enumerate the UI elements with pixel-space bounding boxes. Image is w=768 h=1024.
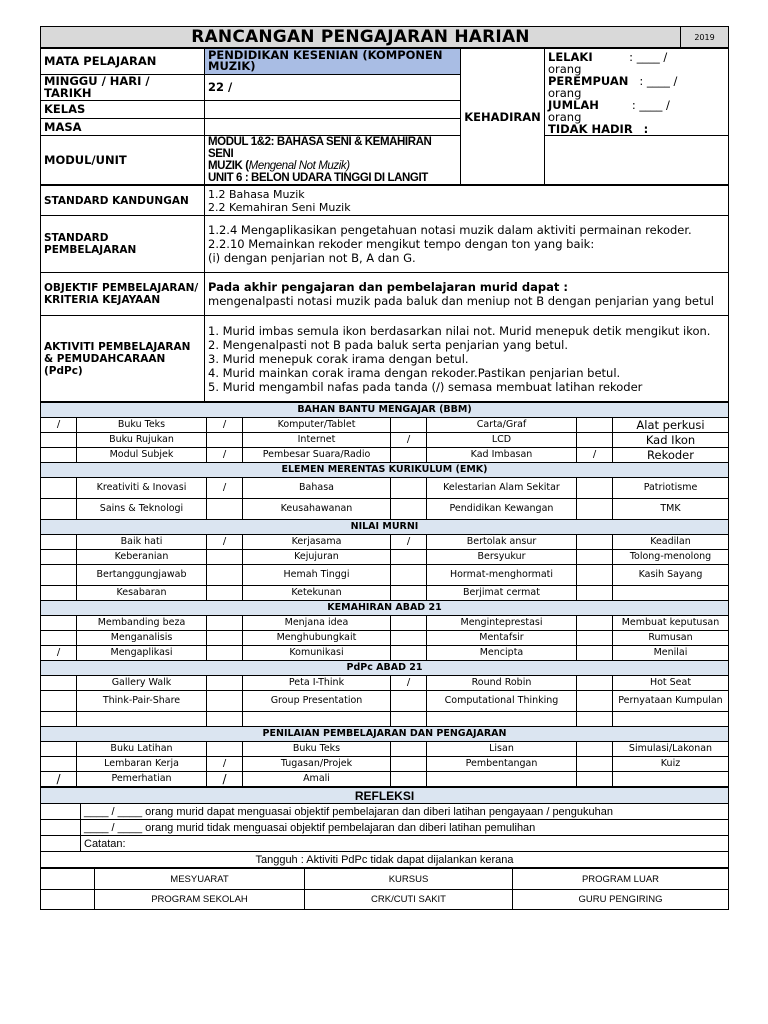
bbm-item: Alat perkusi [613,418,729,433]
bbm-item: Pembesar Suara/Radio [243,448,391,463]
bbm-item: Rekoder [613,448,729,463]
penilaian-checkbox[interactable] [391,757,427,772]
lelaki-label: LELAKI [548,50,593,64]
pdpc-abad-21-checkbox[interactable] [391,691,427,712]
pdpc-abad-21-checkbox[interactable] [207,691,243,712]
modul-line-1: MODUL 1&2: BAHASA SENI & KEMAHIRAN SENI [208,136,432,160]
perempuan-label: PEREMPUAN [548,74,629,88]
nilai-murni-checkbox[interactable] [577,535,613,550]
nilai-murni-item: Berjimat cermat [427,586,577,601]
kelas-value[interactable] [205,101,461,118]
year-label: 2019 [681,27,729,48]
kemahiran-abad-21-item: Menginteprestasi [427,616,577,631]
masa-label: MASA [41,118,205,135]
nilai-murni-item [613,586,729,601]
refleksi-table [40,787,729,868]
nilai-murni-item: Bersyukur [427,550,577,565]
bbm-item: LCD [427,433,577,448]
modul-value [205,136,461,185]
nilai-murni-item: Kesabaran [77,586,207,601]
emk-checkbox[interactable] [391,478,427,499]
pdpc-abad-21-checkbox[interactable] [577,676,613,691]
kemahiran-abad-21-row [41,646,729,661]
bbm-item: Internet [243,433,391,448]
kemahiran-abad-21-item: Mentafsir [427,631,577,646]
nilai-murni-title: NILAI MURNI [41,520,729,535]
emk-checkbox[interactable] [577,499,613,520]
penilaian-checkbox[interactable]: / [207,757,243,772]
bbm-checkbox[interactable] [41,448,77,463]
bbm-row [41,418,729,433]
modul-line-2a: MUZIK ( [208,160,249,172]
nilai-murni-checkbox[interactable] [391,586,427,601]
tangguh-check[interactable] [41,890,95,910]
lelaki-unit: orang [548,62,582,76]
nilai-murni-checkbox[interactable] [41,550,77,565]
pdpc-abad-21-item [613,712,729,727]
aktiviti-line: 1. Murid imbas semula ikon berdasarkan nilai not. Murid menepuk detik mengikut ikon. [208,323,711,338]
nilai-murni-item: Bertolak ansur [427,535,577,550]
rph-sheet [40,26,728,910]
tidak-hadir-colon: : [643,122,649,136]
perempuan-unit: orang [548,86,582,100]
mata-pelajaran-label: MATA PELAJARAN [41,49,205,75]
minggu-value[interactable]: 22 / [205,74,461,101]
jumlah-unit: orang [548,110,582,124]
aktiviti-line: 3. Murid menepuk corak irama dengan betul. [208,351,469,366]
penilaian-item: Lembaran Kerja [77,757,207,772]
emk-checkbox[interactable] [391,499,427,520]
bbm-checkbox[interactable] [41,433,77,448]
kemahiran-abad-21-checkbox[interactable] [391,616,427,631]
penilaian-item [613,772,729,787]
kemahiran-abad-21-item: Rumusan [613,631,729,646]
refleksi-spacer [41,836,81,852]
attendance-extra [545,136,729,185]
aktiviti-line: 4. Murid mainkan corak irama dengan rekoder.Pastikan penjarian betul. [208,365,621,380]
kemahiran-abad-21-checkbox[interactable] [577,616,613,631]
pdpc-abad-21-row [41,712,729,727]
penilaian-checkbox[interactable] [577,757,613,772]
penilaian-item: Lisan [427,742,577,757]
tangguh-check[interactable] [41,869,95,890]
objektif-value [205,273,729,316]
kemahiran-abad-21-title: KEMAHIRAN ABAD 21 [41,601,729,616]
nilai-murni-checkbox[interactable]: / [391,535,427,550]
kemahiran-abad-21-checkbox[interactable]: / [41,646,77,661]
bbm-item: Kad Imbasan [427,448,577,463]
bbm-item: Modul Subjek [77,448,207,463]
bbm-checkbox[interactable] [207,433,243,448]
bbm-row [41,448,729,463]
nilai-murni-item: Baik hati [77,535,207,550]
standard-kandungan-value [205,186,729,216]
tangguh-option[interactable]: CRK/CUTI SAKIT [305,890,513,910]
kemahiran-abad-21-item: Membanding beza [77,616,207,631]
title-table [40,26,729,48]
pdpc-abad-21-item [243,712,391,727]
bbm-item: Buku Teks [77,418,207,433]
catatan-field[interactable]: Catatan: [81,836,729,852]
emk-checkbox[interactable] [207,499,243,520]
emk-item: Kreativiti & Inovasi [77,478,207,499]
standard-pembelajaran-line: (i) dengan penjarian not B, A dan G. [208,251,416,265]
kemahiran-abad-21-checkbox[interactable] [41,616,77,631]
pdpc-abad-21-checkbox[interactable] [391,712,427,727]
bbm-item: Kad Ikon [613,433,729,448]
nilai-murni-item: Hormat-menghormati [427,565,577,586]
kemahiran-abad-21-checkbox[interactable] [207,631,243,646]
content-table [40,185,729,402]
emk-item: Pendidikan Kewangan [427,499,577,520]
penilaian-checkbox[interactable]: / [207,772,243,787]
tangguh-option[interactable]: PROGRAM LUAR [513,869,729,890]
nilai-murni-item: Bertanggungjawab [77,565,207,586]
nilai-murni-checkbox[interactable] [577,586,613,601]
bbm-checkbox[interactable]: / [207,418,243,433]
kemahiran-abad-21-item: Mencipta [427,646,577,661]
pdpc-abad-21-item: Peta I-Think [243,676,391,691]
tangguh-option[interactable]: KURSUS [305,869,513,890]
kemahiran-abad-21-row [41,616,729,631]
bbm-checkbox[interactable]: / [41,418,77,433]
emk-item: Kelestarian Alam Sekitar [427,478,577,499]
kemahiran-abad-21-checkbox[interactable] [391,631,427,646]
info-table [40,48,729,185]
bbm-checkbox[interactable] [577,418,613,433]
standard-kandungan-line: 1.2 Bahasa Muzik [208,187,305,201]
standard-pembelajaran-line: 2.2.10 Memainkan rekoder mengikut tempo dengan ton yang baik: [208,237,595,251]
emk-title: ELEMEN MERENTAS KURIKULUM (EMK) [41,463,729,478]
refleksi-line-2[interactable]: ____ / ____ orang murid tidak menguasai objektif pembelajaran dan diberi latihan pemulihan [81,820,729,836]
penilaian-checkbox[interactable] [391,772,427,787]
nilai-murni-checkbox[interactable] [207,586,243,601]
pdpc-abad-21-item [427,712,577,727]
pdpc-abad-21-checkbox[interactable] [577,691,613,712]
penilaian-item: Pembentangan [427,757,577,772]
nilai-murni-row [41,535,729,550]
penilaian-title: PENILAIAN PEMBELAJARAN DAN PENGAJARAN [41,727,729,742]
refleksi-spacer [41,804,81,820]
modul-line-3: UNIT 6 : BELON UDARA TINGGI DI LANGIT [208,172,428,184]
nilai-murni-checkbox[interactable] [577,550,613,565]
kemahiran-abad-21-item: Menghubungkait [243,631,391,646]
kemahiran-abad-21-item: Membuat keputusan [613,616,729,631]
tangguh-option[interactable]: GURU PENGIRING [513,890,729,910]
lelaki-count: : ____ / [629,50,668,64]
bbm-checkbox[interactable] [391,448,427,463]
nilai-murni-checkbox[interactable] [207,550,243,565]
page-title: RANCANGAN PENGAJARAN HARIAN [41,27,681,48]
tangguh-label: Tangguh : Aktiviti PdPc tidak dapat dijalankan kerana [41,852,729,868]
nilai-murni-checkbox[interactable] [577,565,613,586]
nilai-murni-item: Kasih Sayang [613,565,729,586]
nilai-murni-row [41,550,729,565]
kemahiran-abad-21-item: Menilai [613,646,729,661]
emk-row [41,478,729,499]
bbm-row [41,433,729,448]
objektif-text: mengenalpasti notasi muzik pada baluk dan meniup not B dengan penjarian yang betul [208,294,714,308]
bbm-item: Komputer/Tablet [243,418,391,433]
nilai-murni-checkbox[interactable] [41,586,77,601]
emk-checkbox[interactable]: / [207,478,243,499]
emk-item: TMK [613,499,729,520]
nilai-murni-row [41,586,729,601]
penilaian-item [427,772,577,787]
standard-pembelajaran-line: 1.2.4 Mengaplikasikan pengetahuan notasi muzik dalam aktiviti permainan rekoder. [208,223,692,237]
kemahiran-abad-21-item: Menganalisis [77,631,207,646]
minggu-label: MINGGU / HARI / TARIKH [41,74,205,101]
bbm-item: Buku Rujukan [77,433,207,448]
pdpc-abad-21-item: Round Robin [427,676,577,691]
penilaian-item: Buku Teks [243,742,391,757]
penilaian-checkbox[interactable] [41,757,77,772]
checklist-grid [40,402,729,787]
pdpc-abad-21-item: Gallery Walk [77,676,207,691]
objektif-label: OBJEKTIF PEMBELAJARAN/ KRITERIA KEJAYAAN [41,273,205,316]
emk-row [41,499,729,520]
penilaian-checkbox[interactable] [391,742,427,757]
attendance-block [545,49,729,136]
tidak-hadir-label: TIDAK HADIR [548,122,633,136]
refleksi-spacer [41,820,81,836]
pdpc-abad-21-item: Hot Seat [613,676,729,691]
nilai-murni-item: Tolong-menolong [613,550,729,565]
pdpc-abad-21-item: Think-Pair-Share [77,691,207,712]
kemahiran-abad-21-item: Menjana idea [243,616,391,631]
pdpc-abad-21-checkbox[interactable] [41,676,77,691]
nilai-murni-checkbox[interactable] [41,565,77,586]
modul-line-2b: Mengenal Not Muzik) [248,160,350,172]
nilai-murni-item: Hemah Tinggi [243,565,391,586]
penilaian-checkbox[interactable] [41,742,77,757]
penilaian-checkbox[interactable] [577,742,613,757]
pdpc-abad-21-title: PdPc ABAD 21 [41,661,729,676]
kemahiran-abad-21-item: Mengaplikasi [77,646,207,661]
pdpc-abad-21-checkbox[interactable] [577,712,613,727]
refleksi-line-1[interactable]: ____ / ____ orang murid dapat menguasai objektif pembelajaran dan diberi latihan pengayaan / pengukuhan [81,804,729,820]
nilai-murni-checkbox[interactable] [391,550,427,565]
standard-kandungan-label: STANDARD KANDUNGAN [41,186,205,216]
emk-checkbox[interactable] [577,478,613,499]
bbm-item: Carta/Graf [427,418,577,433]
kelas-label: KELAS [41,101,205,118]
nilai-murni-item: Keadilan [613,535,729,550]
kemahiran-abad-21-checkbox[interactable] [207,616,243,631]
jumlah-label: JUMLAH [548,98,599,112]
bbm-title: BAHAN BANTU MENGAJAR (BBM) [41,403,729,418]
emk-checkbox[interactable] [41,478,77,499]
nilai-murni-item: Ketekunan [243,586,391,601]
pdpc-abad-21-item: Computational Thinking [427,691,577,712]
tangguh-option[interactable]: MESYUARAT [95,869,305,890]
tangguh-option[interactable]: PROGRAM SEKOLAH [95,890,305,910]
aktiviti-value [205,316,729,402]
emk-checkbox[interactable] [41,499,77,520]
nilai-murni-item: Keberanian [77,550,207,565]
aktiviti-label: AKTIVITI PEMBELAJARAN & PEMUDAHCARAAN (PdPc) [41,316,205,402]
bbm-checkbox[interactable]: / [391,433,427,448]
pdpc-abad-21-checkbox[interactable]: / [391,676,427,691]
pdpc-abad-21-item: Group Presentation [243,691,391,712]
penilaian-row [41,757,729,772]
penilaian-item: Tugasan/Projek [243,757,391,772]
emk-item: Patriotisme [613,478,729,499]
pdpc-abad-21-item: Pernyataan Kumpulan [613,691,729,712]
emk-item: Bahasa [243,478,391,499]
kemahiran-abad-21-checkbox[interactable] [577,631,613,646]
pdpc-abad-21-checkbox[interactable] [207,676,243,691]
nilai-murni-checkbox[interactable] [41,535,77,550]
mata-pelajaran-value: PENDIDIKAN KESENIAN (KOMPONEN MUZIK) [205,49,461,75]
nilai-murni-row [41,565,729,586]
nilai-murni-checkbox[interactable]: / [207,535,243,550]
pdpc-abad-21-checkbox[interactable] [207,712,243,727]
jumlah-count: : ____ / [631,98,670,112]
penilaian-item: Simulasi/Lakonan [613,742,729,757]
bbm-checkbox[interactable] [577,433,613,448]
kemahiran-abad-21-checkbox[interactable] [41,631,77,646]
kemahiran-abad-21-checkbox[interactable] [207,646,243,661]
penilaian-item: Kuiz [613,757,729,772]
penilaian-item: Amali [243,772,391,787]
pdpc-abad-21-checkbox[interactable] [41,691,77,712]
emk-item: Keusahawanan [243,499,391,520]
masa-value[interactable] [205,118,461,135]
nilai-murni-item: Kejujuran [243,550,391,565]
refleksi-title: REFLEKSI [41,788,729,804]
pdpc-abad-21-row [41,676,729,691]
kehadiran-label: KEHADIRAN [461,49,545,185]
kemahiran-abad-21-row [41,631,729,646]
kemahiran-abad-21-checkbox[interactable] [391,646,427,661]
penilaian-checkbox[interactable] [207,742,243,757]
standard-pembelajaran-label: STANDARD PEMBELAJARAN [41,216,205,273]
standard-pembelajaran-value [205,216,729,273]
pdpc-abad-21-item [77,712,207,727]
nilai-murni-checkbox[interactable] [207,565,243,586]
kemahiran-abad-21-item: Komunikasi [243,646,391,661]
penilaian-item: Pemerhatian [77,772,207,787]
penilaian-item: Buku Latihan [77,742,207,757]
bbm-checkbox[interactable]: / [207,448,243,463]
penilaian-row [41,772,729,787]
modul-label: MODUL/UNIT [41,136,205,185]
aktiviti-line: 5. Murid mengambil nafas pada tanda (/) semasa membuat latihan rekoder [208,379,643,394]
objektif-heading: Pada akhir pengajaran dan pembelajaran murid dapat : [208,280,568,294]
bbm-checkbox[interactable] [391,418,427,433]
tangguh-options-table [40,868,729,910]
pdpc-abad-21-row [41,691,729,712]
aktiviti-line: 2. Mengenalpasti not B pada baluk serta penjarian yang betul. [208,337,568,352]
emk-item: Sains & Teknologi [77,499,207,520]
kemahiran-abad-21-checkbox[interactable] [577,646,613,661]
nilai-murni-checkbox[interactable] [391,565,427,586]
pdpc-abad-21-checkbox[interactable] [41,712,77,727]
penilaian-row [41,742,729,757]
standard-kandungan-line: 2.2 Kemahiran Seni Muzik [208,200,351,214]
perempuan-count: : ____ / [639,74,678,88]
penilaian-checkbox[interactable] [577,772,613,787]
penilaian-checkbox[interactable]: / [41,772,77,787]
nilai-murni-item: Kerjasama [243,535,391,550]
bbm-checkbox[interactable]: / [577,448,613,463]
